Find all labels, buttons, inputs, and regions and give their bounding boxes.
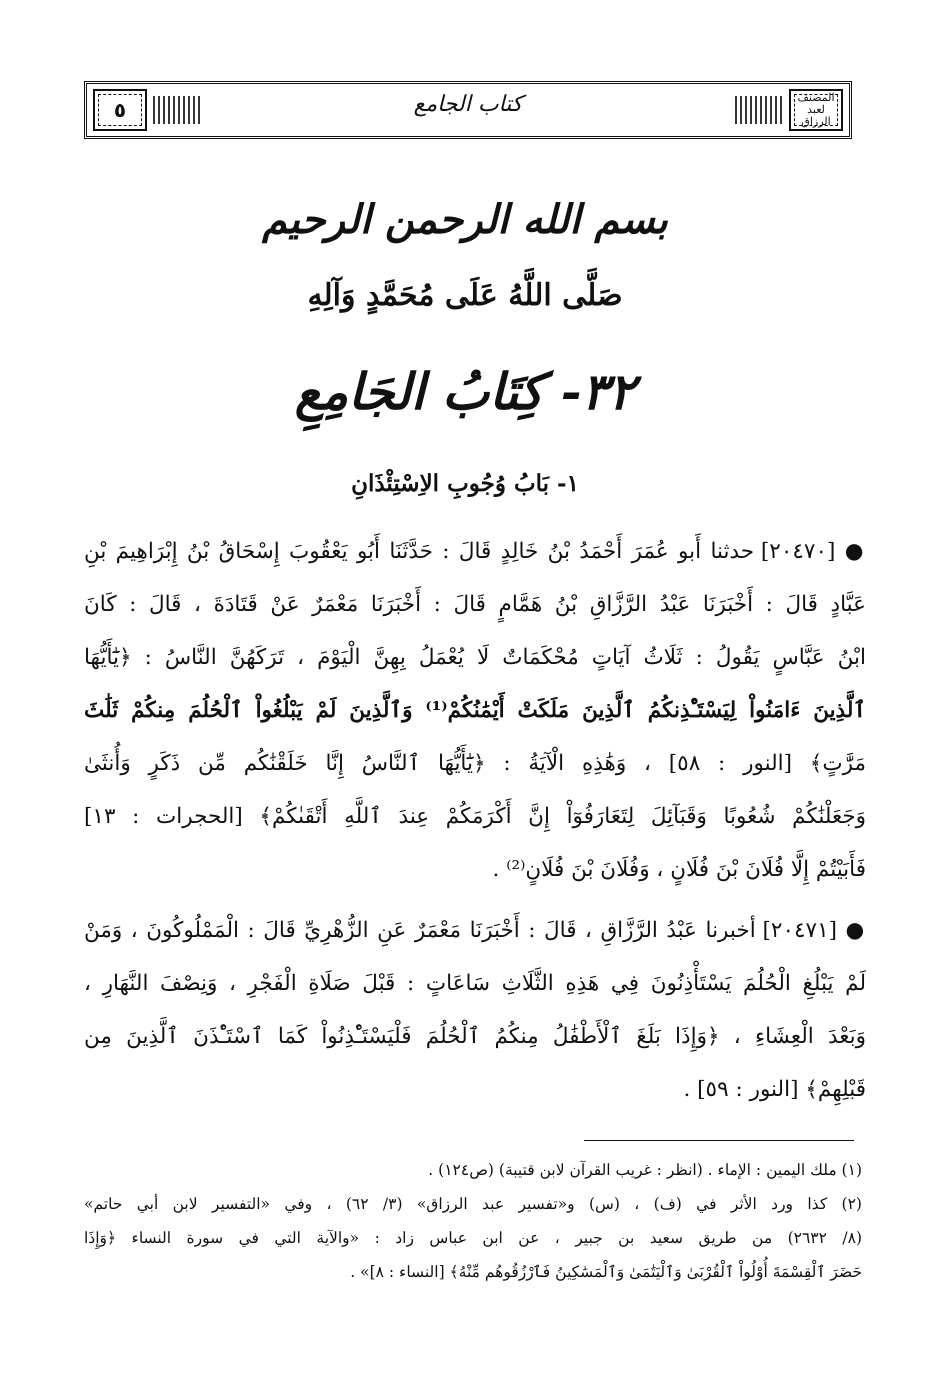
header-title: كتاب الجامع xyxy=(413,92,523,117)
page-number: ٥ xyxy=(113,98,127,122)
text-line: عَبَّادٍ قَالَ : أَخْبَرَنَا عَبْدُ الرَّزَّاقِ بْنُ هَمَّامٍ قَالَ : أَخْبَرَنَا مَعْمَرٌ عَنْ قَتَادَةَ ، قَالَ : كَانَ xyxy=(84,592,866,617)
footnote-2-cont: حَضَرَ ٱلْقِسْمَةَ أُوْلُواْ ٱلْقُرْبَىٰ وَٱلْيَتَٰمَىٰ وَٱلْمَسَٰكِينُ فَٱرْزُقُوهُم مِّنْهُ﴾ [النساء : ٨]» . xyxy=(350,1263,862,1281)
header-ornament-left xyxy=(153,96,201,124)
text-line: قَبْلِهِمْ﴾ [النور : ٥٩] . xyxy=(683,1077,866,1102)
book-title: ٣٢- كِتَابُ الجَامِعِ xyxy=(294,362,636,421)
quran-line: وَبَعْدَ الْعِشَاءِ ، ﴿وَإِذَا بَلَغَ ٱلْأَطْفَٰلُ مِنكُمُ ٱلْحُلُمَ فَلْيَسْتَـْٔذِنُواْ كَمَا ٱسْتَـْٔذَنَ ٱلَّذِينَ مِن xyxy=(84,1024,866,1049)
text-line: لَمْ يَبْلُغِ الْحُلُمَ يَسْتَأْذِنُونَ فِي هَذِهِ الثَّلَاثِ سَاعَاتٍ : قَبْلَ صَلَاةِ الْفَجْرِ ، وَنِصْفَ النَّهَارِ ، xyxy=(84,971,866,996)
footnote-1: (١) ملك اليمين : الإماء . (انظر : غريب القرآن لابن قتيبة) (ص١٢٤) . xyxy=(428,1161,862,1179)
text-line: ● [٢٠٤٧١] أخبرنا عَبْدُ الرَّزَّاقِ ، قَالَ : أَخْبَرَنَا مَعْمَرٌ عَنِ الزُّهْرِيِّ قَالَ : الْمَمْلُوكُونَ ، وَمَنْ xyxy=(84,918,866,943)
footnotes xyxy=(84,1153,862,1289)
text-line: فَأَبَيْتُمْ إِلَّا فُلَانَ بْنَ فُلَانٍ ، وَفُلَانَ بْنَ فُلَانٍ⁽²⁾ . xyxy=(492,857,866,882)
header-brand: المصنف لعبد الرزاق xyxy=(797,91,835,128)
hadith-20470 xyxy=(84,525,866,896)
text-line: مَرَّٰتٍ﴾ [النور : ٥٨] ، وَهَٰذِهِ الْآيَةُ : ﴿يَٰٓأَيُّهَا ٱلنَّاسُ إِنَّا خَلَقْنَٰكُم مِّن ذَكَرٍ وَأُنثَىٰ xyxy=(84,751,866,776)
text-line: ابْنُ عَبَّاسٍ يَقُولُ : ثَلَاثُ آيَاتٍ مُحْكَمَاتٌ لَا يُعْمَلُ بِهِنَّ الْيَوْمَ ، تَرَكَهُنَّ النَّاسُ : ﴿يَٰٓأَيُّهَا xyxy=(84,645,866,670)
quran-line: ٱلَّذِينَ ءَامَنُواْ لِيَسْتَـْٔذِنكُمُ ٱلَّذِينَ مَلَكَتْ أَيْمَٰنُكُمْ⁽¹⁾ وَٱلَّذِينَ لَمْ يَبْلُغُواْ ٱلْحُلُمَ مِنكُمْ ثَلَٰثَ xyxy=(84,698,866,723)
chapter-title: ١- بَابُ وُجُوبِ الاِسْتِئْذَانِ xyxy=(351,470,579,497)
footnote-2: (٢) كذا ورد الأثر في (ف) ، (س) و«تفسير عبد الرزاق» (٣/ ٦٢) ، وفي «التفسير لابن أبي حاتم» xyxy=(84,1195,862,1213)
salawat-line: صَلَّى اللَّهُ عَلَى مُحَمَّدٍ وَآلِهِ xyxy=(307,278,623,313)
footnote-separator xyxy=(584,1140,854,1141)
hadith-20471 xyxy=(84,904,866,1116)
quran-line: وَجَعَلْنَٰكُمْ شُعُوبًا وَقَبَآئِلَ لِتَعَارَفُوٓاْ إِنَّ أَكْرَمَكُمْ عِندَ ٱللَّهِ أَتْقَىٰكُمْ﴾ [الحجرات : ١٣] xyxy=(84,804,866,829)
page-number-box xyxy=(93,89,147,131)
running-header xyxy=(84,81,852,139)
publisher-emblem xyxy=(789,89,843,131)
basmala: بسم الله الرحمن الرحيم xyxy=(262,196,668,243)
footnote-2-cont: (٨/ ٢٦٣٢) من طريق سعيد بن جبير ، عن ابن عباس زاد : «والآية التي في سورة النساء ﴿وَإِذَا xyxy=(84,1229,862,1247)
text-line: ● [٢٠٤٧٠] حدثنا أَبو عُمَرَ أَحْمَدُ بْنُ خَالِدٍ قَالَ : حَدَّثَنَا أَبُو يَعْقُوبَ إِسْحَاقُ بْنُ إِبْرَاهِيمَ بْنِ xyxy=(84,539,867,564)
